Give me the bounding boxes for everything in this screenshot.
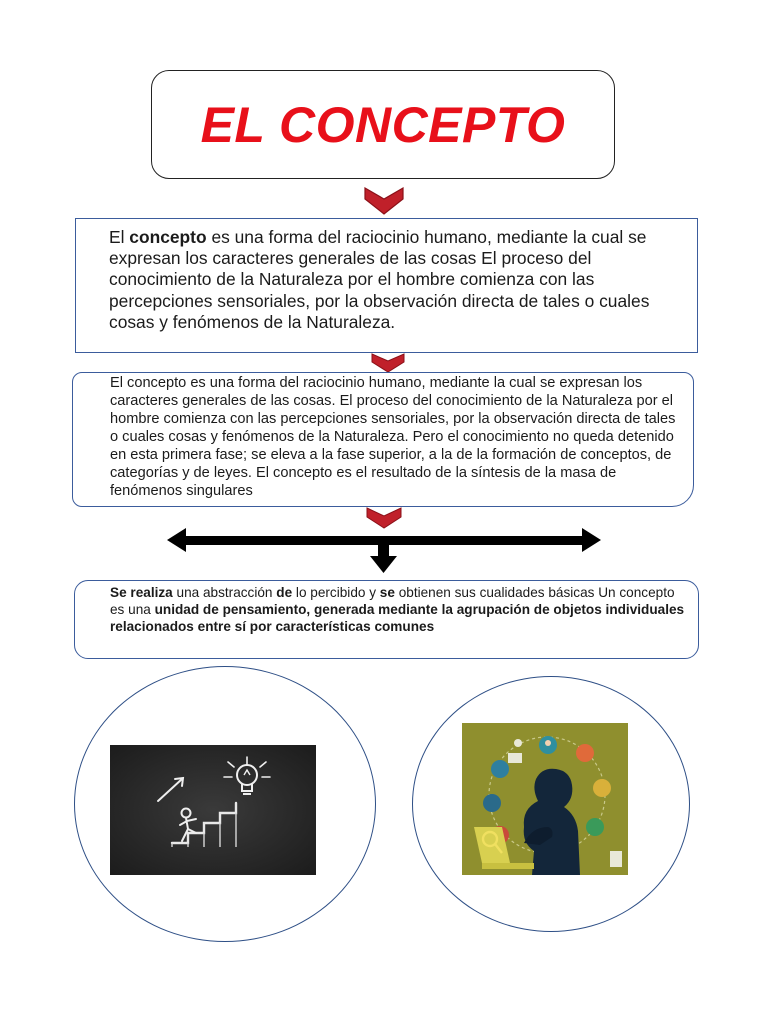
chevron-down-icon	[371, 353, 405, 373]
title-box	[151, 70, 615, 179]
abstraction-text-3: de	[276, 585, 293, 600]
abstraction-box	[74, 580, 699, 659]
thinker-image	[462, 723, 628, 875]
process-text: El concepto es una forma del raciocinio humano, mediante la cual se expresan los caracteres generales de las cosas. El proceso del conocimiento de la Naturaleza por el hombre comienza con las percepciones sensoriales, por la observación directa de tales o cuales cosas y fenómenos de la Naturaleza. Pero el conocimiento no queda detenido en esta primera fase; se eleva a la fase superior, a la de la formación de conceptos, de categorías y de leyes. El concepto es el resultado de la síntesis de la masa de fenómenos singulares	[110, 375, 676, 499]
abstraction-text-1: Se realiza	[110, 585, 173, 600]
chalkboard-image	[110, 745, 316, 875]
definition-box	[75, 218, 698, 353]
chevron-down-icon	[366, 507, 402, 529]
double-arrow-icon	[167, 528, 601, 552]
arrow-down-icon	[370, 541, 397, 573]
abstraction-text-7: unidad de pensamiento, generada mediante la agrupación de objetos individuales relacionados entre sí por características comunes	[110, 602, 685, 635]
definition-text: es una forma del raciocinio humano, mediante la cual se expresan los caracteres generales de las cosas El proceso del conocimiento de la Naturaleza por el hombre comienza con las percepciones sensoriales, por la observación directa de tales o cuales cosas y fenómenos de la Naturaleza.	[109, 227, 650, 332]
chevron-down-icon	[364, 186, 404, 216]
abstraction-text-2: una abstracción	[172, 585, 277, 600]
definition-lead: El	[109, 227, 130, 247]
definition-keyword: concepto	[129, 227, 207, 247]
thinker-science-icon	[462, 723, 628, 875]
abstraction-text-5: se	[379, 585, 395, 600]
stairs-lightbulb-icon	[110, 745, 316, 875]
page-title: EL CONCEPTO	[200, 96, 566, 153]
abstraction-text-6: obtienen sus cualidades básicas Un concepto es una	[110, 585, 675, 618]
process-box	[72, 372, 694, 507]
abstraction-text-4: lo percibido y	[292, 585, 380, 600]
